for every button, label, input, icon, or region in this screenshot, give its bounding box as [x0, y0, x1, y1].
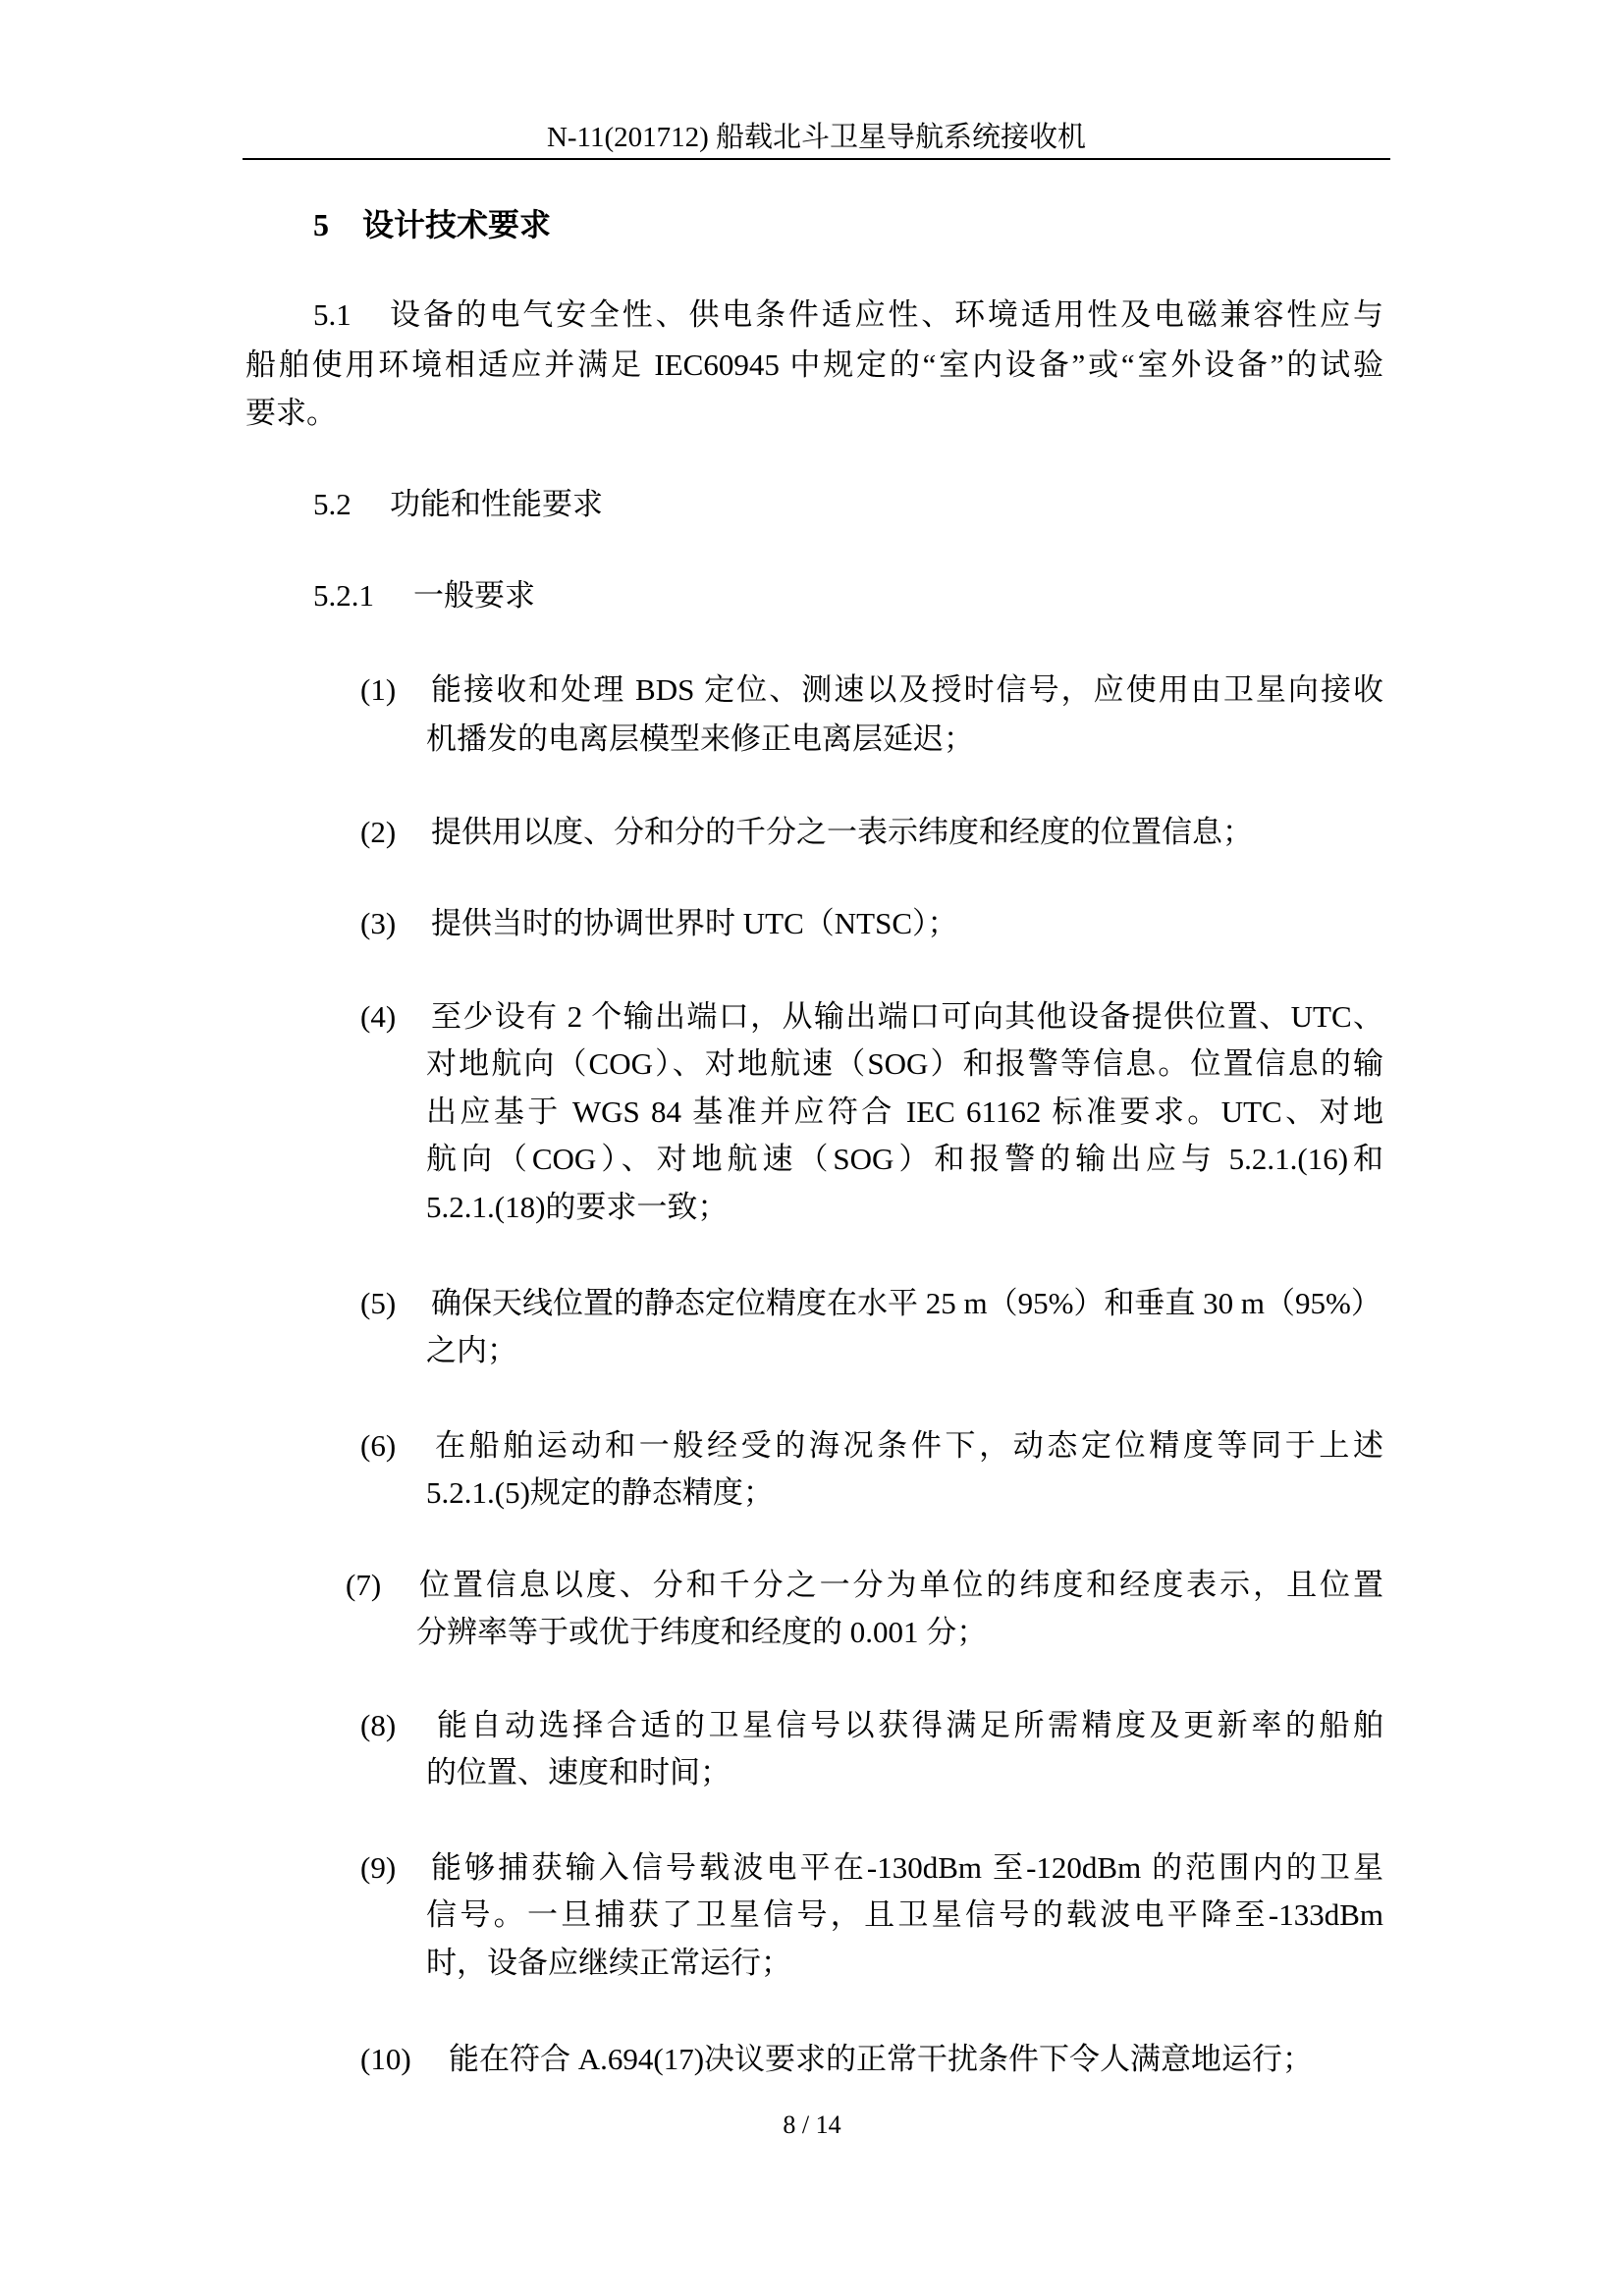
- item-4-line-3: 出应基于 WGS 84 基准并应符合 IEC 61162 标准要求。UTC、对地: [426, 1095, 1383, 1129]
- clause-5-1-line-3: 要求。: [245, 396, 337, 430]
- item-7-line-1: 位置信息以度、分和千分之一分为单位的纬度和经度表示，且位置: [419, 1568, 1383, 1602]
- item-9-line-3: 时，设备应继续正常运行；: [426, 1946, 791, 1980]
- item-4-line-5: 5.2.1.(18)的要求一致；: [426, 1190, 729, 1224]
- item-4-line-2: 对地航向（COG）、对地航速（SOG）和报警等信息。位置信息的输: [426, 1046, 1383, 1081]
- item-5-number: (5): [360, 1286, 397, 1320]
- item-1-number: (1): [360, 672, 397, 707]
- item-2-line-1: 提供用以度、分和分的千分之一表示纬度和经度的位置信息；: [431, 815, 1253, 849]
- item-5-line-2: 之内；: [426, 1333, 517, 1367]
- item-9-line-2: 信号。一旦捕获了卫星信号，且卫星信号的载波电平降至-133dBm: [426, 1897, 1383, 1932]
- item-5-line-1: 确保天线位置的静态定位精度在水平 25 m（95%）和垂直 30 m（95%）: [431, 1286, 1381, 1320]
- item-3-number: (3): [360, 906, 397, 940]
- clause-5-2-1-number: 5.2.1: [313, 578, 374, 613]
- item-1-line-1: 能接收和处理 BDS 定位、测速以及授时信号，应使用由卫星向接收: [431, 672, 1383, 707]
- item-9-number: (9): [360, 1850, 397, 1885]
- item-4-line-1: 至少设有 2 个输出端口，从输出端口可向其他设备提供位置、UTC、: [431, 999, 1383, 1034]
- clause-5-1-line-1: 设备的电气安全性、供电条件适应性、环境适用性及电磁兼容性应与: [390, 297, 1383, 332]
- item-6-number: (6): [360, 1428, 397, 1463]
- clause-5-2-1-title: 一般要求: [413, 578, 535, 613]
- item-9-line-1: 能够捕获输入信号载波电平在-130dBm 至-120dBm 的范围内的卫星: [431, 1850, 1383, 1885]
- item-10-line-1: 能在符合 A.694(17)决议要求的正常干扰条件下令人满意地运行；: [449, 2042, 1314, 2076]
- clause-5-2-title: 功能和性能要求: [390, 487, 603, 521]
- item-7-number: (7): [346, 1568, 382, 1602]
- clause-5-1-line-2: 船舶使用环境相适应并满足 IEC60945 中规定的“室内设备”或“室外设备”的试验: [245, 347, 1383, 382]
- item-10-number: (10): [360, 2042, 411, 2076]
- item-7-line-2: 分辨率等于或优于纬度和经度的 0.001 分；: [416, 1615, 988, 1649]
- item-4-number: (4): [360, 999, 397, 1034]
- item-6-line-2: 5.2.1.(5)规定的静态精度；: [426, 1475, 774, 1510]
- item-8-line-2: 的位置、速度和时间；: [426, 1755, 731, 1789]
- item-1-line-2: 机播发的电离层模型来修正电离层延迟；: [426, 721, 974, 756]
- item-6-line-1: 在船舶运动和一般经受的海况条件下，动态定位精度等同于上述: [435, 1428, 1383, 1463]
- item-2-number: (2): [360, 815, 397, 849]
- running-header: N-11(201712) 船载北斗卫星导航系统接收机: [546, 122, 1087, 153]
- section-number: 5: [313, 207, 329, 242]
- clause-5-1-number: 5.1: [313, 297, 352, 332]
- item-8-line-1: 能自动选择合适的卫星信号以获得满足所需精度及更新率的船舶: [437, 1708, 1383, 1742]
- section-title: 设计技术要求: [362, 207, 552, 242]
- page-number: 8 / 14: [783, 2110, 841, 2139]
- clause-5-2-number: 5.2: [313, 487, 352, 521]
- header-rule: [243, 158, 1390, 160]
- item-8-number: (8): [360, 1708, 397, 1742]
- item-4-line-4: 航向（COG）、对地航速（SOG）和报警的输出应与 5.2.1.(16)和: [426, 1142, 1383, 1176]
- item-3-line-1: 提供当时的协调世界时 UTC（NTSC）；: [431, 906, 958, 940]
